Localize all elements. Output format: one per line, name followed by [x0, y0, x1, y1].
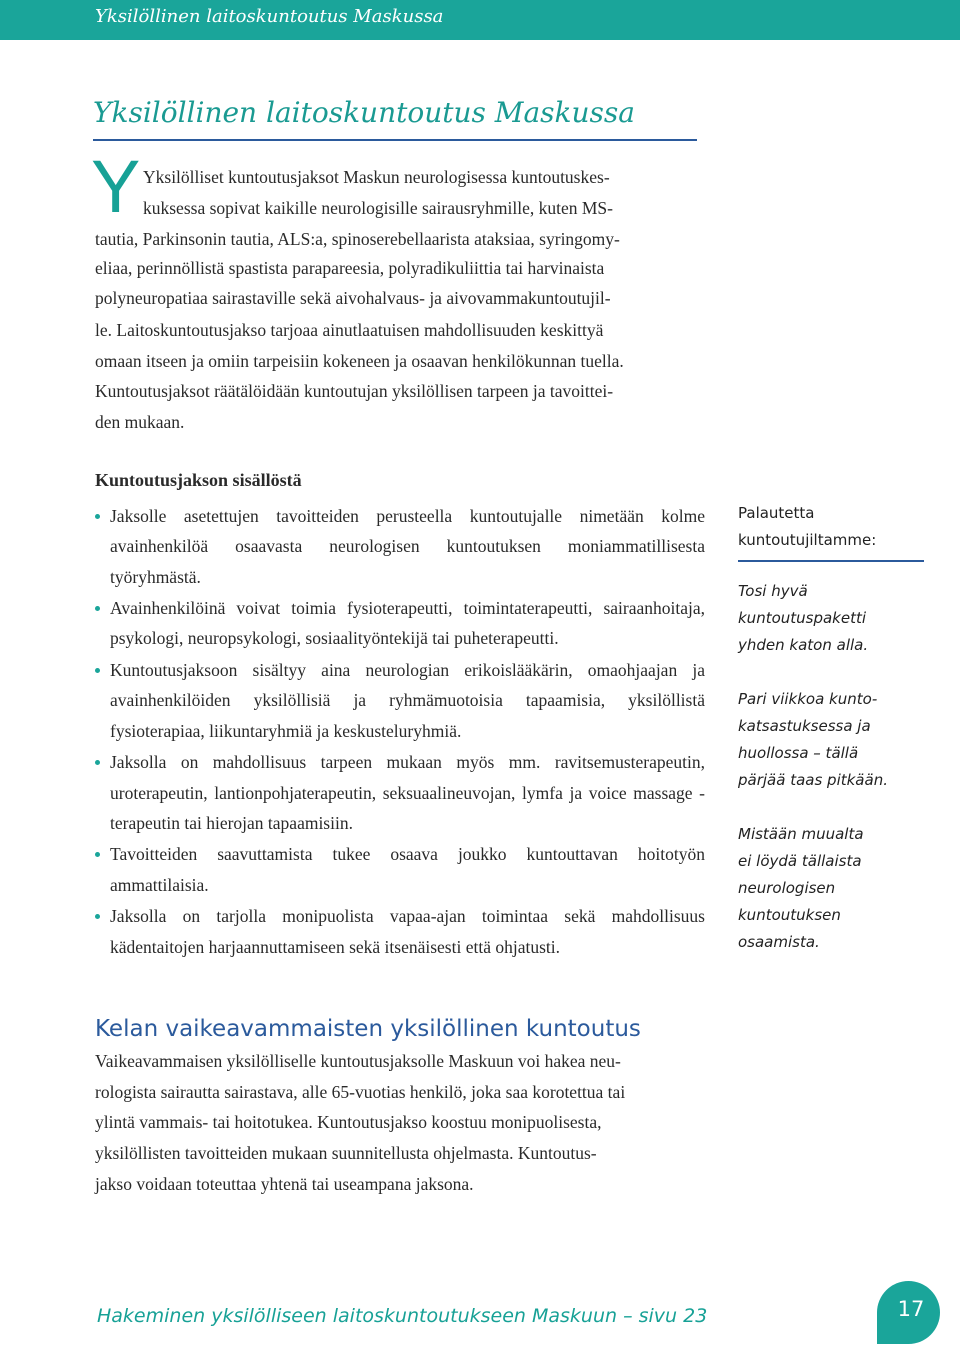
kela-line: Vaikeavammaisen yksilölliselle kuntoutusjaksolle Maskuun voi hakea neu- — [95, 1051, 621, 1071]
intro-line: den mukaan. — [95, 412, 185, 432]
bullet-text: Jaksolla on tarjolla monipuolista vapaa-ajan toimintaa sekä mahdollisuus kädentaitojen harjaannuttamiseen sekä itsenäisesti että ohjatusti. — [110, 906, 705, 957]
feedback-heading — [738, 500, 876, 554]
bullet-icon — [95, 514, 100, 519]
list-item — [95, 839, 705, 900]
running-title: Yksilöllinen laitoskuntoutus Maskussa — [95, 6, 444, 27]
bullet-icon — [95, 914, 100, 919]
quote-line: katsastuksessa ja — [738, 717, 871, 735]
bullet-text: Jaksolla on mahdollisuus tarpeen mukaan myös mm. ravitsemusterapeutin, uroterapeutin, lantionpohjaterapeutin, seksuaalineuvojan, lymfa ja voice massage -terapeutin tai hierojan tapaamisiin. — [110, 752, 705, 833]
bullet-text: Avainhenkilöinä voivat toimia fysioterapeutti, toimintaterapeutti, sairaanhoitaja, psykologi, neuropsykologi, sosiaalityöntekijä tai puheterapeutti. — [110, 598, 705, 649]
bullet-text: Kuntoutusjaksoon sisältyy aina neurologian erikoislääkärin, omaohjaajan ja avainhenkilöiden yksilöllisiä ja ryhmämuotoisia tapaamisia, yksilöllistä fysioterapiaa, liikuntaryhmiä ja keskusteluryhmiä. — [110, 660, 705, 741]
quote-line: osaamista. — [738, 933, 820, 951]
bullet-icon — [95, 760, 100, 765]
kela-line: ylintä vammais- tai hoitotukea. Kuntoutusjakso koostuu monipuolisesta, — [95, 1112, 602, 1132]
bullet-text: Tavoitteiden saavuttamista tukee osaava joukko kuntouttavan hoitotyön ammattilaisia. — [110, 844, 705, 895]
list-item — [95, 593, 705, 654]
quote-line: Mistään muualta — [738, 825, 864, 843]
intro-line: le. Laitoskuntoutusjakso tarjoaa ainutlaatuisen mahdollisuuden keskittyä — [95, 320, 604, 340]
quote-line: yhden katon alla. — [738, 636, 869, 654]
feedback-quote — [738, 578, 868, 659]
list-item — [95, 747, 705, 838]
intro-line: polyneuropatiaa sairastaville sekä aivohalvaus- ja aivovammakuntoutujil- — [95, 288, 611, 308]
intro-line: omaan itseen ja omiin tarpeisiin kokeneen ja osaavan henkilökunnan tuella. — [95, 351, 624, 371]
drop-cap: Y — [91, 145, 141, 228]
kela-line: rologista sairautta sairastava, alle 65-vuotias henkilö, joka saa korotettua tai — [95, 1082, 626, 1102]
content-bullet-list — [95, 501, 705, 963]
quote-line: pärjää taas pitkään. — [738, 771, 888, 789]
quote-line: Tosi hyvä — [738, 582, 808, 600]
feedback-rule — [738, 560, 924, 562]
kela-line: yksilöllisten tavoitteiden mukaan suunnitellusta ohjelmasta. Kuntoutus- — [95, 1143, 597, 1163]
quote-line: ei löydä tällaista — [738, 852, 862, 870]
bullet-text: Jaksolle asetettujen tavoitteiden perusteella kuntoutujalle nimetään kolme avainhenkilöä osaavasta neurologisen kuntoutuksen moniammatillisesta työryhmästä. — [110, 506, 705, 587]
list-item — [95, 655, 705, 746]
intro-line: Yksilölliset kuntoutusjaksot Maskun neurologisessa kuntoutuskes- — [143, 167, 610, 187]
footer-reference: Hakeminen yksilölliseen laitoskuntoutukseen Maskuun – sivu 23 — [97, 1305, 708, 1327]
title-rule — [93, 139, 697, 141]
feedback-heading-line: kuntoutujiltamme: — [738, 531, 877, 549]
quote-line: kuntoutuksen — [738, 906, 841, 924]
quote-line: neurologisen — [738, 879, 836, 897]
kela-line: jakso voidaan toteuttaa yhtenä tai useampana jaksona. — [95, 1174, 474, 1194]
bullet-icon — [95, 852, 100, 857]
intro-line: eliaa, perinnöllistä spastista parapareesia, polyradikuliittia tai harvinaista — [95, 258, 605, 278]
feedback-heading-line: Palautetta — [738, 504, 815, 522]
quote-line: huollossa – tällä — [738, 744, 859, 762]
page-number: 17 — [897, 1297, 925, 1321]
feedback-quote — [738, 821, 864, 956]
intro-line: kuksessa sopivat kaikille neurologisille sairausryhmille, kuten MS- — [143, 198, 613, 218]
list-item — [95, 901, 705, 962]
kela-heading: Kelan vaikeavammaisten yksilöllinen kuntoutus — [95, 1016, 641, 1042]
bullet-icon — [95, 606, 100, 611]
quote-line: Pari viikkoa kunto- — [738, 690, 878, 708]
header-bar — [0, 0, 960, 40]
section-heading: Kuntoutusjakson sisällöstä — [95, 470, 302, 490]
intro-line: Kuntoutusjaksot räätälöidään kuntoutujan yksilöllisen tarpeen ja tavoittei- — [95, 381, 614, 401]
page-title: Yksilöllinen laitoskuntoutus Maskussa — [93, 96, 635, 129]
quote-line: kuntoutuspaketti — [738, 609, 867, 627]
list-item — [95, 501, 705, 592]
bullet-icon — [95, 668, 100, 673]
feedback-quote — [738, 686, 888, 794]
intro-line: tautia, Parkinsonin tautia, ALS:a, spinoserebellaarista ataksiaa, syringomy- — [95, 229, 620, 249]
